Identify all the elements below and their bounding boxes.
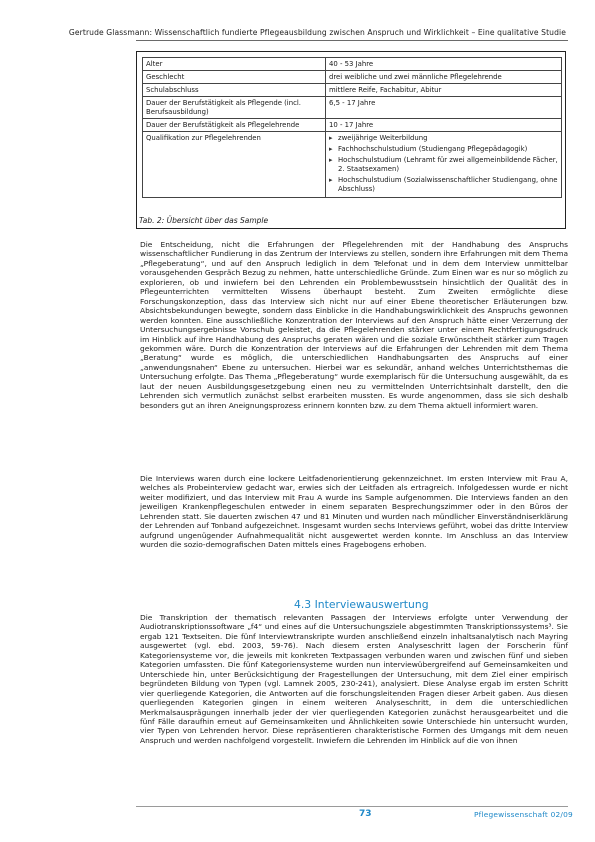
table-row — [143, 97, 562, 119]
table-cell-value — [326, 132, 562, 198]
table-row — [143, 71, 562, 84]
sample-table — [142, 57, 562, 198]
table-cell-label: Geschlecht — [143, 71, 326, 84]
body-paragraph: Die Interviews waren durch eine lockere Leitfadenorientierung gekennzeichnet. Im ersten Interview mit Frau A, welches als Probeinterview gedacht war, erwies sich der Leitfaden als ertragreich. Infolgedessen wurde er nicht weiter modifiziert, und das Interview mit Frau A wurde ins Sample aufgenommen. Die Interviews fanden an den jeweiligen Krankenpflegeschulen entweder in einem separaten Besprechungszimmer oder in den Büros der Lehrenden statt. Sie dauerten zwischen 47 und 81 Minuten und wurden nach mündlicher Einverständniserklärung der Lehrenden auf Tonband aufgezeichnet. Insgesamt wurden sechs Interviews geführt, wobei das dritte Interview aufgrund ungenügender Aufnahmequalität nicht ausgewertet werden konnte. Im Anschluss an das Interview wurden die sozio-demografischen Daten mittels eines Fragebogens erhoben. — [140, 474, 568, 550]
qualification-list — [329, 134, 558, 194]
list-item: ▸ Fachhochschulstudium (Studiengang Pflegepädagogik) — [329, 145, 558, 154]
body-paragraph: Die Entscheidung, nicht die Erfahrungen der Pflegelehrenden mit der Handhabung des Anspruchs wissenschaftlicher Fundierung in das Zentrum der Interviews zu stellen, sondern ihre Erfahrungen mit dem Thema „Pflegeberatung“, und auf den Anspruch lediglich in dem Telefonat und in dem dem Interview unmittelbar vorausgehenden Gespräch Bezug zu nehmen, hatte unterschiedliche Gründe. Zum Einen war es nur so möglich zu explorieren, ob und inwiefern bei den Lehrenden ein Problembewusstsein hinsichtlich der Qualität des in Pflegeunterrichten vermittelten Wissens überhaupt besteht. Zum Zweiten ermöglichte diese Forschungskonzeption, dass das Interview sich nicht nur auf einer Ebene theoretischer Erläuterungen bzw. Absichtsbekundungen bewegte, sondern dass Einblicke in die Handhabungswirklichkeit des Anspruchs gewonnen werden konnten. Eine ausschließliche Konzentration der Interviews auf den Anspruch hätte einer Verzerrung der Untersuchungsergebnisse Vorschub geleistet, da die Pflegelehrenden stärker unter einem Rechtfertigungsdruck im Hinblick auf ihre Handhabung des Anspruchs geraten wären und die soziale Erwünschtheit stärker zum Tragen gekommen wäre. Durch die Konzentration der Interviews auf die Erfahrungen der Lehrenden mit dem Thema „Beratung“ wurde es möglich, die unterschiedlichen Handhabungsarten des Anspruchs auf einer „anwendungsnahen“ Ebene zu untersuchen. Hierbei war es sekundär, anhand welches Unterrichtsthemas die Untersuchung erfolgte. Das Thema „Pflegeberatung“ wurde exemplarisch für die Untersuchung ausgewählt, da es laut der neuen Ausbildungsgesetzgebung einen neu zu vermittelnden Unterrichtsinhalt darstellt, den die Lehrenden sich vermutlich zunächst selbst erarbeiten mussten. Es wurde angenommen, dass sie sich deshalb besonders gut an ihren Aneignungsprozess erinnern konnten bzw. zu dem Thema aktuell informiert waren. — [140, 240, 568, 410]
table-caption: Tab. 2: Übersicht über das Sample — [139, 216, 269, 225]
table-cell-label: Alter — [143, 58, 326, 71]
table-cell-value: 40 - 53 Jahre — [326, 58, 562, 71]
table-row — [143, 58, 562, 71]
table-row — [143, 119, 562, 132]
list-item: ▸ Hochschulstudium (Sozialwissenschaftlicher Studiengang, ohne Abschluss) — [329, 176, 558, 194]
journal-name: Pflegewissenschaft 02/09 — [474, 810, 573, 819]
footer-rule — [136, 806, 568, 807]
table-cell-label: Qualifikation zur Pflegelehrenden — [143, 132, 326, 198]
list-item: ▸ zweijährige Weiterbildung — [329, 134, 558, 143]
running-head: Gertrude Glassmann: Wissenschaftlich fundierte Pflegeausbildung zwischen Anspruch und Wirklichkeit – Eine qualitative Studie — [68, 28, 566, 37]
table-cell-value: drei weibliche und zwei männliche Pflegelehrende — [326, 71, 562, 84]
list-item: ▸ Hochschulstudium (Lehramt für zwei allgemeinbildende Fächer, 2. Staatsexamen) — [329, 156, 558, 174]
section-heading: 4.3 Interviewauswertung — [294, 598, 429, 611]
table-cell-label: Schulabschluss — [143, 84, 326, 97]
table-cell-label: Dauer der Berufstätigkeit als Pflegende (incl. Berufsausbildung) — [143, 97, 326, 119]
table-cell-value: 6,5 - 17 Jahre — [326, 97, 562, 119]
table-cell-value: 10 - 17 Jahre — [326, 119, 562, 132]
table-row — [143, 132, 562, 198]
table-cell-value: mittlere Reife, Fachabitur, Abitur — [326, 84, 562, 97]
table-row — [143, 84, 562, 97]
body-paragraph: Die Transkription der thematisch relevanten Passagen der Interviews erfolgte unter Verwendung der Audiotranskriptionssoftware „f4“ und eines auf die Untersuchungsziele abgestimmten Transkriptionssystems³. Sie ergab 121 Textseiten. Die fünf Interviewtranskripte wurden anschließend einzeln inhaltsanalytisch nach Mayring ausgewertet (vgl. ebd. 2003, 59-76). Nach diesem ersten Analyseschritt lagen der Forscherin fünf Kategoriensysteme vor, die jeweils mit konkreten Textpassagen verbunden waren und zwischen fünf und sieben Kategorien umfassten. Die fünf Kategoriensysteme wurden nun interviewübergreifend auf Gemeinsamkeiten und Unterschiede hin, unter Berücksichtigung der Fragestellungen der Untersuchung, mit dem Ziel einer empirisch begründeten Bildung von Typen (vgl. Lamnek 2005, 230-241), analysiert. Diese Analyse ergab im ersten Schritt vier querliegende Kategorien, die Antworten auf die forschungsleitenden Fragen dieser Arbeit gaben. Aus diesen querliegenden Kategorien gingen in einem weiteren Analyseschritt, in dem die unterschiedlichen Merkmalsausprägungen innerhalb jeder der vier querliegenden Kategorien zunächst herausgearbeitet und die fünf Fälle daraufhin erneut auf Gemeinsamkeiten und Ähnlichkeiten sowie Unterschiede hin untersucht wurden, vier Typen von Lehrenden hervor. Diese repräsentieren charakteristische Formen des Umgangs mit dem neuen Anspruch und werden nachfolgend vorgestellt. Inwiefern die Lehrenden im Hinblick auf die von ihnen — [140, 613, 568, 745]
header-rule — [136, 40, 568, 41]
table-cell-label: Dauer der Berufstätigkeit als Pflegelehrende — [143, 119, 326, 132]
page-number: 73 — [359, 809, 372, 819]
